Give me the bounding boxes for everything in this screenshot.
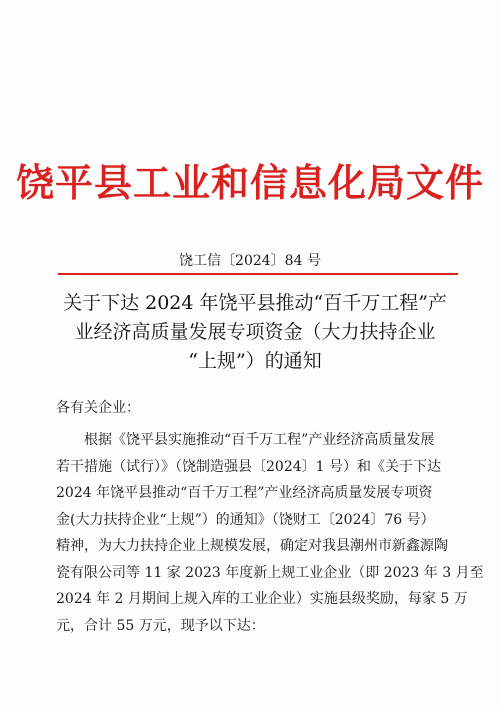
body-line: 若干措施（试行）》（饶制造强县〔2024〕1 号）和《关于下达: [56, 458, 441, 475]
notice-heading-line: “上规”）的通知: [188, 350, 322, 372]
notice-heading-line: 关于下达 2024 年饶平县推动“百千万工程”产: [63, 292, 447, 314]
red-divider-rule: [58, 273, 458, 275]
salutation: 各有关企业：: [56, 400, 140, 416]
body-paragraph: [56, 427, 484, 639]
body-line: 2024 年饶平县推动“百千万工程”产业经济高质量发展专项资: [56, 485, 433, 501]
document-number: 饶工信〔2024〕84 号: [179, 253, 321, 269]
body-line: 根据《饶平县实施推动“百千万工程”产业经济高质量发展: [56, 432, 435, 448]
body-line: 元，合计 55 万元，现予以下达：: [56, 617, 265, 634]
document-header-title: 饶平县工业和信息化局文件: [15, 160, 484, 205]
body-line: 金(大力扶持企业“上规”）的通知》（饶财工〔2024〕76 号）: [56, 511, 435, 528]
notice-heading: [40, 289, 470, 376]
body-line: 精神，为大力扶持企业上规模发展，确定对我县潮州市新鑫源陶: [56, 538, 448, 554]
notice-heading-line: 业经济高质量发展专项资金（大力扶持企业: [74, 321, 436, 343]
body-line: 瓷有限公司等 11 家 2023 年度新上规工业企业（即 2023 年 3 月至: [56, 564, 484, 581]
body-line: 2024 年 2 月期间上规入库的工业企业）实施县级奖励，每家 5 万: [56, 591, 468, 607]
